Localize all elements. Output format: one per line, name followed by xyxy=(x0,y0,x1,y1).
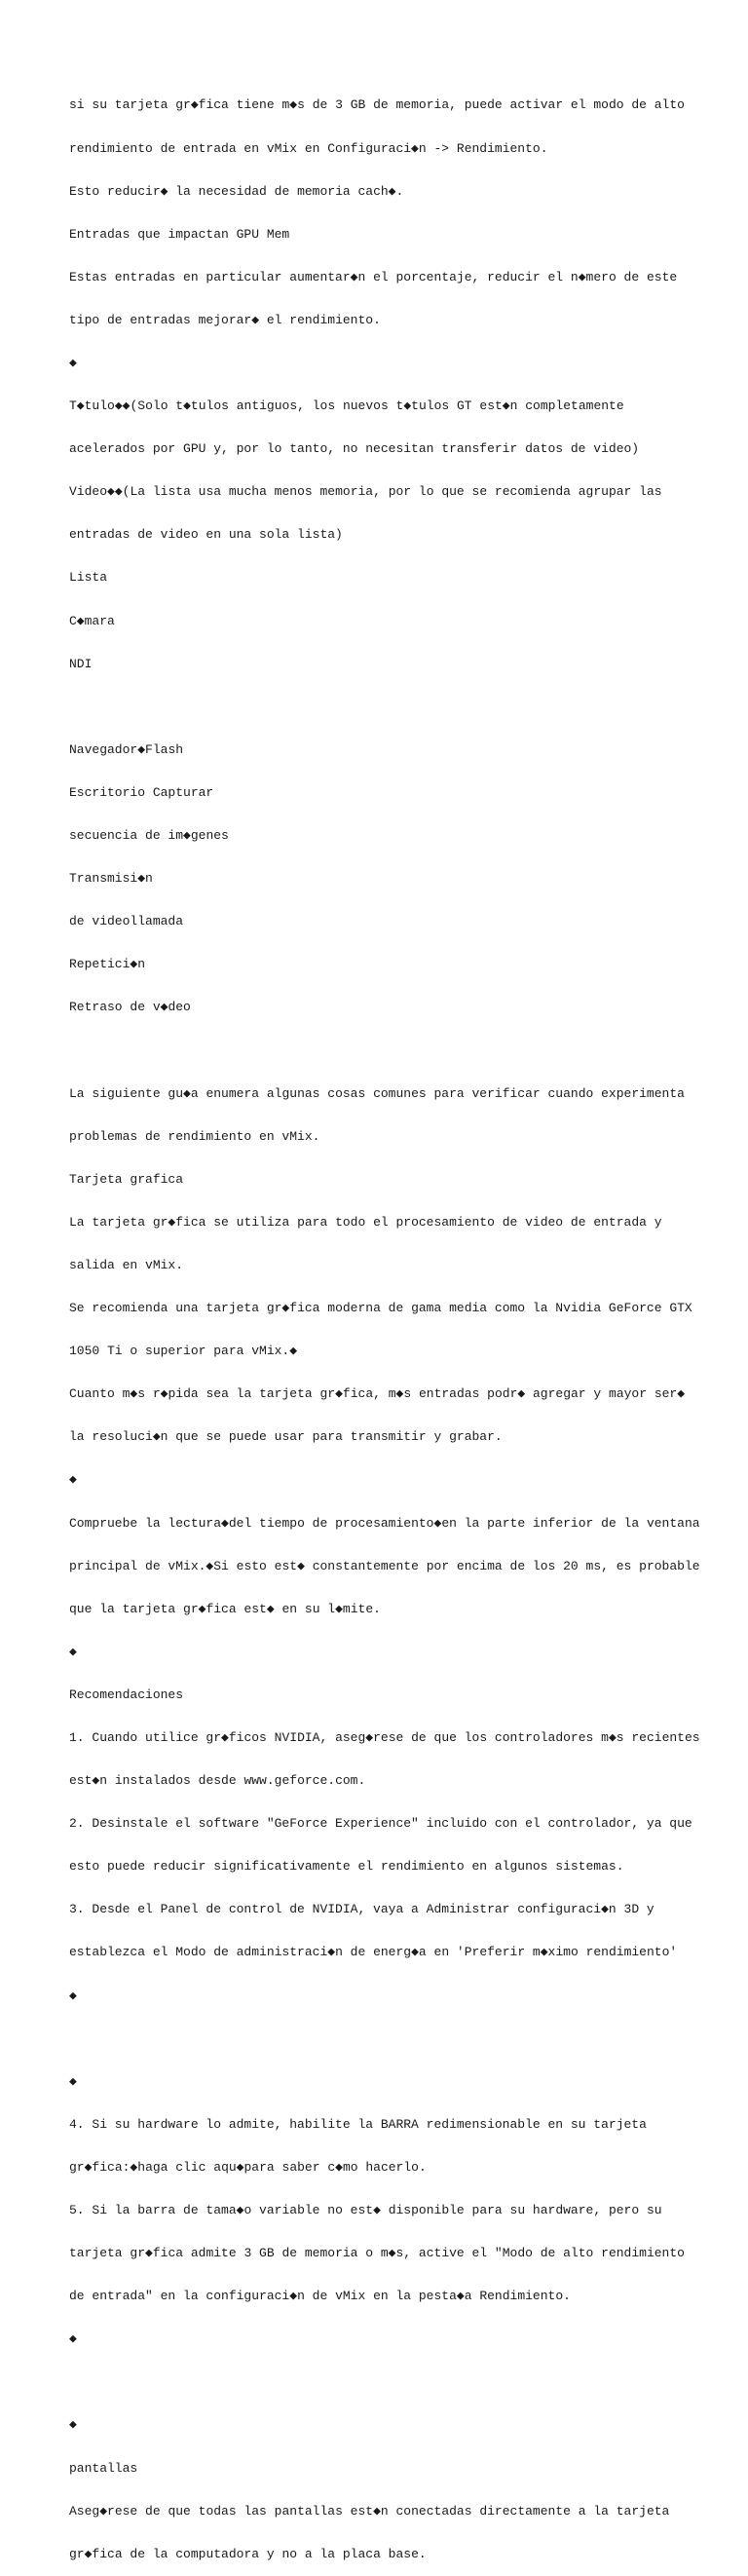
text-line: entradas de video en una sola lista) xyxy=(69,527,343,543)
text-line: Aseg◆rese de que todas las pantallas est◆n conectadas directamente a la tarjeta xyxy=(69,2503,670,2519)
text-line: rendimiento de entrada en vMix en Configuraci◆n -> Rendimiento. xyxy=(69,140,548,156)
list-item: secuencia de im◆genes xyxy=(69,828,229,843)
blank-line xyxy=(69,1043,692,1058)
text-line: ◆ xyxy=(69,1644,77,1659)
section-heading: pantallas xyxy=(69,2460,138,2476)
text-line: Video◆◆(La lista usa mucha menos memoria, por lo que se recomienda agrupar las xyxy=(69,484,662,500)
list-item: Lista xyxy=(69,570,108,586)
list-item: Repetici◆n xyxy=(69,957,146,972)
blank-line xyxy=(69,2032,692,2047)
list-item: est◆n instalados desde www.geforce.com. xyxy=(69,1773,366,1789)
text-line: Esto reducir◆ la necesidad de memoria cach◆. xyxy=(69,183,404,199)
text-line: Se recomienda una tarjeta gr◆fica moderna de gama media como la Nvidia GeForce GTX xyxy=(69,1301,692,1316)
text-line: Estas entradas en particular aumentar◆n el porcentaje, reducir el n◆mero de este xyxy=(69,269,678,284)
text-line: Compruebe la lectura◆del tiempo de procesamiento◆en la parte inferior de la ventana xyxy=(69,1515,700,1531)
list-item: esto puede reducir significativamente el rendimiento en algunos sistemas. xyxy=(69,1859,624,1875)
text-line: La siguiente gu◆a enumera algunas cosas comunes para verificar cuando experimenta xyxy=(69,1085,685,1101)
text-line: ◆ xyxy=(69,1988,77,2003)
blank-line xyxy=(69,2375,692,2390)
list-item: 4. Si su hardware lo admite, habilite la BARRA redimensionable en su tarjeta xyxy=(69,2116,647,2132)
list-item: NDI xyxy=(69,656,93,671)
text-line: principal de vMix.◆Si esto est◆ constantemente por encima de los 20 ms, es probable xyxy=(69,1558,700,1573)
section-heading: Recomendaciones xyxy=(69,1686,184,1702)
list-item: Escritorio Capturar xyxy=(69,784,214,800)
blank-line xyxy=(69,701,692,715)
text-line: T◆tulo◆◆(Solo t◆tulos antiguos, los nuevos t◆tulos GT est◆n completamente xyxy=(69,398,624,414)
text-line: La tarjeta gr◆fica se utiliza para todo el procesamiento de video de entrada y xyxy=(69,1214,662,1230)
list-item: establezca el Modo de administraci◆n de energ◆a en 'Preferir m◆ximo rendimiento' xyxy=(69,1945,678,1960)
text-line: salida en vMix. xyxy=(69,1257,184,1272)
text-line: 1050 Ti o superior para vMix.◆ xyxy=(69,1344,298,1359)
list-item: Retraso de v◆deo xyxy=(69,1000,191,1015)
text-line: ◆ xyxy=(69,2331,77,2347)
list-item: tarjeta gr◆fica admite 3 GB de memoria o m◆s, active el "Modo de alto rendimiento xyxy=(69,2246,685,2261)
list-item: 2. Desinstale el software "GeForce Experience" incluido con el controlador, ya que xyxy=(69,1816,692,1832)
text-line: Cuanto m◆s r◆pida sea la tarjeta gr◆fica, m◆s entradas podr◆ agregar y mayor ser◆ xyxy=(69,1386,686,1402)
list-item: de videollamada xyxy=(69,914,184,929)
text-line: ◆ xyxy=(69,2417,77,2433)
text-line: ◆ xyxy=(69,355,77,370)
list-item: gr◆fica:◆haga clic aqu◆para saber c◆mo hacerlo. xyxy=(69,2159,427,2175)
section-heading: Entradas que impactan GPU Mem xyxy=(69,226,290,242)
list-item: Navegador◆Flash xyxy=(69,741,184,757)
section-heading: Tarjeta grafica xyxy=(69,1171,184,1187)
list-item: C◆mara xyxy=(69,613,115,628)
list-item: 3. Desde el Panel de control de NVIDIA, vaya a Administrar configuraci◆n 3D y xyxy=(69,1902,654,1917)
text-line: problemas de rendimiento en vMix. xyxy=(69,1128,320,1144)
text-line: que la tarjeta gr◆fica est◆ en su l◆mite. xyxy=(69,1601,381,1616)
list-item: de entrada" en la configuraci◆n de vMix en la pesta◆a Rendimiento. xyxy=(69,2289,571,2304)
text-line: acelerados por GPU y, por lo tanto, no necesitan transferir datos de video) xyxy=(69,441,640,457)
text-line: si su tarjeta gr◆fica tiene m◆s de 3 GB de memoria, puede activar el modo de alto xyxy=(69,97,685,113)
list-item: Transmisi◆n xyxy=(69,871,153,887)
text-line: ◆ xyxy=(69,1472,77,1488)
text-line: la resoluci◆n que se puede usar para transmitir y grabar. xyxy=(69,1429,503,1445)
list-item: 1. Cuando utilice gr◆ficos NVIDIA, aseg◆rese de que los controladores m◆s recientes xyxy=(69,1729,700,1745)
text-line: ◆ xyxy=(69,2073,77,2089)
text-line: gr◆fica de la computadora y no a la placa base. xyxy=(69,2546,427,2561)
list-item: 5. Si la barra de tama◆o variable no est◆ disponible para su hardware, pero su xyxy=(69,2203,662,2217)
text-line: tipo de entradas mejorar◆ el rendimiento. xyxy=(69,312,381,327)
document-page xyxy=(69,70,700,2576)
